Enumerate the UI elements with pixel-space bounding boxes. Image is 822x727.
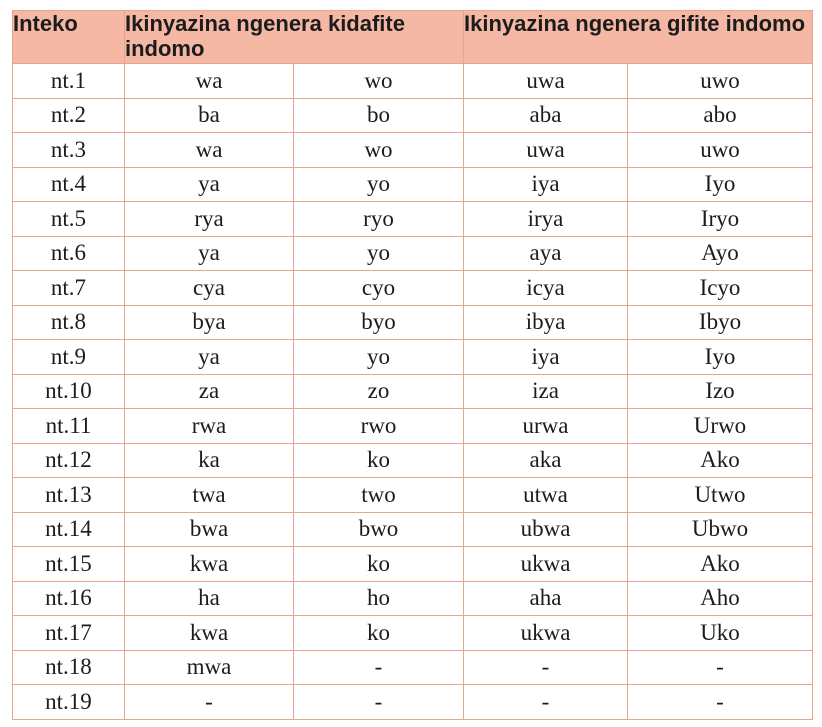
form-without-vowel-a: za: [125, 374, 294, 409]
form-with-vowel-b: Ibyo: [628, 305, 813, 340]
table-row: [13, 512, 813, 547]
form-with-vowel-a: ubwa: [464, 512, 628, 547]
table-row: [13, 167, 813, 202]
table-body: [13, 64, 813, 720]
form-without-vowel-a: ya: [125, 236, 294, 271]
form-without-vowel-a: ya: [125, 167, 294, 202]
noun-class-cell: nt.18: [13, 650, 125, 685]
form-with-vowel-a: aya: [464, 236, 628, 271]
form-without-vowel-a: ba: [125, 98, 294, 133]
table-row: [13, 236, 813, 271]
form-with-vowel-a: uwa: [464, 133, 628, 168]
table-row: [13, 98, 813, 133]
form-with-vowel-a: urwa: [464, 409, 628, 444]
form-with-vowel-a: ukwa: [464, 616, 628, 651]
noun-class-cell: nt.14: [13, 512, 125, 547]
form-with-vowel-a: icya: [464, 271, 628, 306]
form-with-vowel-a: -: [464, 685, 628, 720]
form-without-vowel-a: mwa: [125, 650, 294, 685]
table-row: [13, 340, 813, 375]
form-with-vowel-b: Icyo: [628, 271, 813, 306]
form-with-vowel-a: ukwa: [464, 547, 628, 582]
table-row: [13, 305, 813, 340]
demonstrative-table: [12, 10, 813, 720]
form-with-vowel-a: aka: [464, 443, 628, 478]
table-row: [13, 64, 813, 99]
table-row: [13, 650, 813, 685]
form-without-vowel-b: cyo: [294, 271, 464, 306]
noun-class-cell: nt.1: [13, 64, 125, 99]
table-row: [13, 271, 813, 306]
form-without-vowel-a: wa: [125, 133, 294, 168]
form-with-vowel-b: -: [628, 650, 813, 685]
noun-class-cell: nt.5: [13, 202, 125, 237]
form-with-vowel-a: utwa: [464, 478, 628, 513]
table-row: [13, 202, 813, 237]
table-row: [13, 616, 813, 651]
form-without-vowel-b: rwo: [294, 409, 464, 444]
header-class: Inteko: [13, 11, 125, 64]
form-without-vowel-a: -: [125, 685, 294, 720]
form-with-vowel-a: iya: [464, 340, 628, 375]
table-row: [13, 374, 813, 409]
form-without-vowel-b: bo: [294, 98, 464, 133]
form-with-vowel-b: Iyo: [628, 340, 813, 375]
form-with-vowel-a: aha: [464, 581, 628, 616]
form-without-vowel-b: yo: [294, 340, 464, 375]
table-row: [13, 581, 813, 616]
noun-class-cell: nt.10: [13, 374, 125, 409]
noun-class-cell: nt.6: [13, 236, 125, 271]
noun-class-cell: nt.7: [13, 271, 125, 306]
form-with-vowel-b: Ubwo: [628, 512, 813, 547]
form-with-vowel-a: iya: [464, 167, 628, 202]
table-row: [13, 478, 813, 513]
form-with-vowel-a: irya: [464, 202, 628, 237]
form-without-vowel-a: rwa: [125, 409, 294, 444]
form-with-vowel-b: uwo: [628, 133, 813, 168]
noun-class-cell: nt.2: [13, 98, 125, 133]
noun-class-cell: nt.15: [13, 547, 125, 582]
form-with-vowel-b: Izo: [628, 374, 813, 409]
form-without-vowel-b: two: [294, 478, 464, 513]
form-without-vowel-a: bya: [125, 305, 294, 340]
form-with-vowel-a: -: [464, 650, 628, 685]
form-without-vowel-a: kwa: [125, 547, 294, 582]
noun-class-cell: nt.12: [13, 443, 125, 478]
form-without-vowel-a: twa: [125, 478, 294, 513]
form-without-vowel-b: ko: [294, 443, 464, 478]
form-without-vowel-a: ha: [125, 581, 294, 616]
form-without-vowel-a: ka: [125, 443, 294, 478]
form-without-vowel-b: -: [294, 685, 464, 720]
noun-class-cell: nt.9: [13, 340, 125, 375]
form-with-vowel-b: Aho: [628, 581, 813, 616]
form-without-vowel-a: kwa: [125, 616, 294, 651]
form-without-vowel-a: bwa: [125, 512, 294, 547]
form-without-vowel-b: yo: [294, 167, 464, 202]
table-row: [13, 547, 813, 582]
form-without-vowel-b: wo: [294, 64, 464, 99]
form-without-vowel-b: ho: [294, 581, 464, 616]
form-with-vowel-b: -: [628, 685, 813, 720]
form-without-vowel-b: ryo: [294, 202, 464, 237]
noun-class-cell: nt.19: [13, 685, 125, 720]
table-header-row: [13, 11, 813, 64]
form-with-vowel-b: Utwo: [628, 478, 813, 513]
form-without-vowel-b: zo: [294, 374, 464, 409]
form-without-vowel-b: yo: [294, 236, 464, 271]
form-without-vowel-b: -: [294, 650, 464, 685]
form-without-vowel-a: rya: [125, 202, 294, 237]
form-without-vowel-b: ko: [294, 547, 464, 582]
noun-class-cell: nt.13: [13, 478, 125, 513]
form-without-vowel-b: bwo: [294, 512, 464, 547]
form-without-vowel-a: cya: [125, 271, 294, 306]
noun-class-cell: nt.4: [13, 167, 125, 202]
form-with-vowel-b: Uko: [628, 616, 813, 651]
form-with-vowel-a: aba: [464, 98, 628, 133]
form-without-vowel-a: ya: [125, 340, 294, 375]
table-row: [13, 409, 813, 444]
noun-class-cell: nt.17: [13, 616, 125, 651]
table-row: [13, 685, 813, 720]
form-with-vowel-a: iza: [464, 374, 628, 409]
noun-class-cell: nt.3: [13, 133, 125, 168]
form-with-vowel-b: Iyo: [628, 167, 813, 202]
form-with-vowel-b: Iryo: [628, 202, 813, 237]
noun-class-cell: nt.11: [13, 409, 125, 444]
form-without-vowel-b: wo: [294, 133, 464, 168]
form-with-vowel-b: Ayo: [628, 236, 813, 271]
header-without-initial-vowel: Ikinyazina ngenera kidafite indomo: [125, 11, 464, 64]
form-without-vowel-b: ko: [294, 616, 464, 651]
form-with-vowel-b: Ako: [628, 547, 813, 582]
form-without-vowel-b: byo: [294, 305, 464, 340]
table-row: [13, 133, 813, 168]
form-with-vowel-b: Ako: [628, 443, 813, 478]
form-with-vowel-a: uwa: [464, 64, 628, 99]
noun-class-cell: nt.8: [13, 305, 125, 340]
form-with-vowel-b: abo: [628, 98, 813, 133]
table-row: [13, 443, 813, 478]
form-with-vowel-a: ibya: [464, 305, 628, 340]
form-with-vowel-b: uwo: [628, 64, 813, 99]
header-with-initial-vowel: Ikinyazina ngenera gifite indomo: [464, 11, 813, 64]
noun-class-cell: nt.16: [13, 581, 125, 616]
form-with-vowel-b: Urwo: [628, 409, 813, 444]
form-without-vowel-a: wa: [125, 64, 294, 99]
